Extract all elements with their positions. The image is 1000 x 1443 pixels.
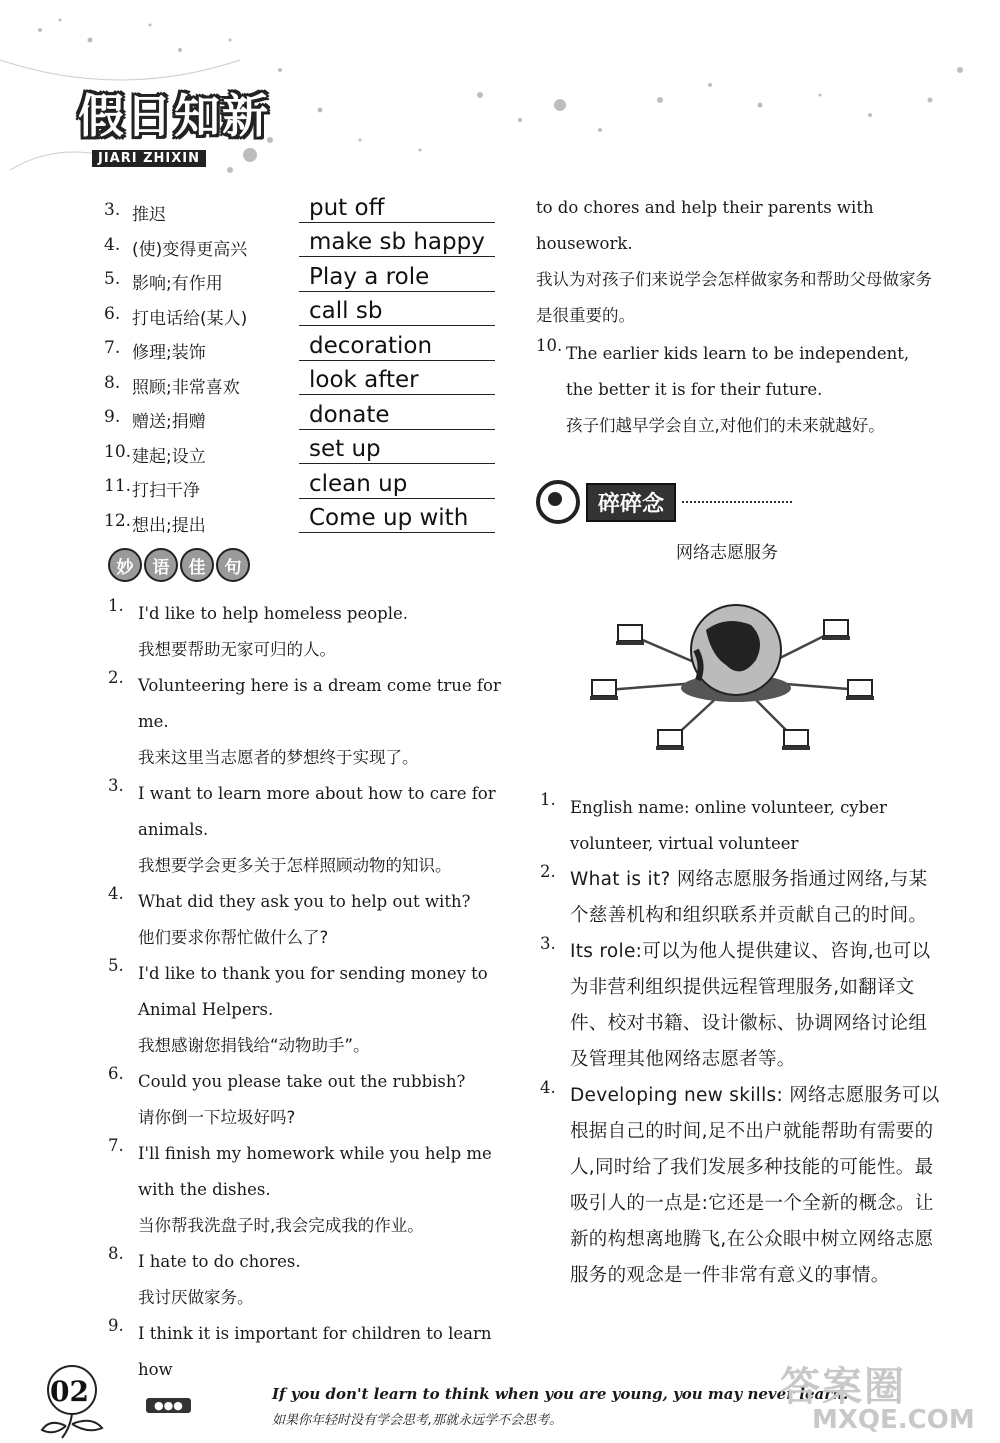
badge-char: 句: [216, 548, 250, 582]
vocab-row: [104, 501, 504, 536]
brand-logo: [78, 80, 270, 167]
footer-tag: ●●●: [146, 1398, 191, 1413]
vocab-answer: look after: [309, 367, 419, 393]
sentence-english: to do chores and help their parents with housework.: [536, 198, 874, 253]
badge-char: 语: [144, 548, 178, 582]
vocab-row: [104, 328, 504, 363]
vocab-row: [104, 190, 504, 225]
sentence-item: [108, 884, 508, 956]
vocab-answer: set up: [309, 436, 381, 462]
answer-line: [299, 291, 495, 292]
badge-char: 佳: [180, 548, 214, 582]
sentence-english: I'll finish my homework while you help me with the dishes.: [138, 1144, 492, 1199]
sentence-number: 6.: [108, 1064, 124, 1083]
article-item: [540, 1078, 942, 1294]
vocab-chinese: 推迟: [132, 205, 166, 225]
sentence-chinese: 请你倒一下垃圾好吗?: [138, 1108, 296, 1127]
answer-line: [299, 325, 495, 326]
section-heading-miaoyu: [108, 548, 250, 582]
sentence-list: [108, 596, 508, 1388]
sentence-number: 10.: [536, 336, 563, 355]
sentence-chinese: 他们要求你帮忙做什么了?: [138, 928, 329, 947]
vocab-number: 11.: [104, 476, 132, 496]
sentence-item: [536, 336, 936, 444]
vocab-number: 6.: [104, 303, 121, 324]
item-text: English name: online volunteer, cyber volunteer, virtual volunteer: [570, 798, 887, 853]
answer-line: [299, 256, 495, 257]
sentence-item: [108, 1064, 508, 1136]
article-title: 网络志愿服务: [676, 543, 778, 563]
answer-line: [299, 222, 495, 223]
brand-subtitle: JIARI ZHIXIN: [92, 150, 206, 167]
article-item: [540, 790, 942, 862]
answer-line: [299, 532, 495, 533]
sentence-english: I'd like to thank you for sending money to Animal Helpers.: [138, 964, 488, 1019]
vocab-row: [104, 397, 504, 432]
vocab-answer: Come up with: [309, 505, 469, 531]
sentence-item: [108, 956, 508, 1064]
sentence-item: [108, 1316, 508, 1388]
vocab-row: [104, 294, 504, 329]
watermark-url: MXQE.COM: [812, 1405, 975, 1435]
sentence-english: Volunteering here is a dream come true for me.: [138, 676, 501, 731]
vocab-answer: make sb happy: [309, 229, 485, 255]
sentence-item: [108, 596, 508, 668]
vocabulary-list: [104, 190, 504, 535]
item-number: 2.: [540, 862, 556, 881]
vocab-chinese: 打扫干净: [132, 481, 200, 501]
sentence-english: Could you please take out the rubbish?: [138, 1072, 466, 1091]
item-number: 4.: [540, 1078, 556, 1097]
sentence-continuation: [536, 190, 936, 444]
answer-line: [299, 463, 495, 464]
sentence-chinese: 我认为对孩子们来说学会怎样做家务和帮助父母做家务是很重要的。: [536, 270, 932, 325]
item-text: Developing new skills: 网络志愿服务可以根据自己的时间,足不出户就能帮助有需要的人,同时给了我们发展多种技能的可能性。最吸引人的一点是:它还是一个全新的概念。让新的构想离地腾飞,在公众眼中树立网络志愿服务的观念是一件非常有意义的事情。: [570, 1085, 940, 1286]
sentence-english: I'd like to help homeless people.: [138, 604, 409, 623]
sentence-item: [108, 1244, 508, 1316]
item-text: What is it? 网络志愿服务指通过网络,与某个慈善机构和组织联系并贡献自己的时间。: [570, 869, 928, 926]
vocab-number: 12.: [104, 510, 132, 531]
vocab-answer: decoration: [309, 332, 433, 359]
sentence-number: 5.: [108, 956, 124, 975]
article-list: [540, 790, 942, 1294]
sentence-chinese: 我想感谢您捐钱给“动物助手”。: [138, 1036, 370, 1055]
heading-rule: [682, 501, 792, 503]
vocab-chinese: 照顾;非常喜欢: [132, 377, 240, 398]
sentence-english: The earlier kids learn to be independent, the better it is for their future.: [566, 344, 910, 399]
sentence-chinese: 我想要学会更多关于怎样照顾动物的知识。: [138, 856, 452, 875]
vocab-row: [104, 466, 504, 501]
section-icon: [536, 480, 580, 524]
vocab-row: [104, 432, 504, 467]
sentence-chinese: 孩子们越早学会自立,对他们的未来就越好。: [566, 416, 885, 435]
vocab-number: 5.: [104, 269, 121, 289]
sentence-english: I think it is important for children to learn how: [138, 1324, 492, 1379]
sentence-english: What did they ask you to help out with?: [138, 892, 471, 911]
article-item: [540, 862, 942, 934]
sentence-chinese: 我来这里当志愿者的梦想终于实现了。: [138, 748, 419, 767]
sentence-number: 3.: [108, 776, 124, 795]
item-number: 1.: [540, 790, 556, 809]
sentence-item: [108, 776, 508, 884]
brand-title: 假日知新: [78, 89, 270, 143]
badge-char: 妙: [108, 548, 142, 582]
article-item: [540, 934, 942, 1078]
vocab-chinese: 建起;设立: [132, 446, 206, 467]
vocab-answer: clean up: [309, 470, 408, 497]
footer-quote-chinese: 如果你年轻时没有学会思考,那就永远学不会思考。: [272, 1413, 563, 1428]
sentence-number: 2.: [108, 668, 124, 687]
vocab-answer: put off: [309, 194, 385, 221]
item-text: Its role:可以为他人提供建议、咨询,也可以为非营利组织提供远程管理服务,如翻译文件、校对书籍、设计徽标、协调网络讨论组及管理其他网络志愿者等。: [570, 941, 931, 1070]
vocab-chinese: 赠送;捐赠: [132, 412, 206, 432]
sentence-number: 7.: [108, 1136, 124, 1155]
vocab-row: [104, 363, 504, 398]
sentence-number: 9.: [108, 1316, 124, 1335]
section-label: 碎碎念: [586, 483, 676, 522]
sentence-chinese: 我讨厌做家务。: [138, 1288, 254, 1307]
answer-line: [299, 429, 495, 430]
vocab-number: 9.: [104, 407, 121, 427]
vocab-answer: call sb: [309, 298, 383, 324]
vocab-number: 3.: [104, 200, 121, 220]
item-number: 3.: [540, 934, 556, 953]
sentence-chinese: 我想要帮助无家可归的人。: [138, 640, 336, 659]
vocab-answer: Play a role: [309, 263, 430, 290]
network-globe-illustration: [586, 580, 886, 780]
vocab-chinese: (使)变得更高兴: [132, 239, 248, 260]
vocab-number: 10.: [104, 441, 132, 462]
vocab-number: 7.: [104, 338, 121, 358]
sentence-english: I hate to do chores.: [138, 1252, 301, 1271]
watermark-logo: 答案圈: [780, 1364, 906, 1410]
vocab-row: [104, 259, 504, 294]
vocab-chinese: 想出;提出: [132, 515, 206, 536]
answer-line: [299, 394, 495, 395]
page-number: 02: [50, 1375, 89, 1408]
sentence-chinese: 当你帮我洗盘子时,我会完成我的作业。: [138, 1216, 424, 1235]
sentence-item: [108, 668, 508, 776]
sentence-number: 8.: [108, 1244, 124, 1263]
footer-quote-english: If you don't learn to think when you are young, you may never learn.: [272, 1385, 849, 1403]
sentence-english: I want to learn more about how to care for animals.: [138, 784, 496, 839]
vocab-chinese: 修理;装饰: [132, 343, 206, 363]
vocab-chinese: 打电话给(某人): [132, 308, 248, 329]
vocab-chinese: 影响;有作用: [132, 274, 223, 294]
sentence-item: [108, 1136, 508, 1244]
vocab-number: 8.: [104, 372, 121, 393]
answer-line: [299, 360, 495, 361]
vocab-row: [104, 225, 504, 260]
answer-line: [299, 498, 495, 499]
vocab-answer: donate: [309, 401, 390, 428]
vocab-number: 4.: [104, 234, 121, 255]
sentence-number: 1.: [108, 596, 124, 615]
sentence-number: 4.: [108, 884, 124, 903]
section-heading-suisui: [536, 480, 792, 524]
